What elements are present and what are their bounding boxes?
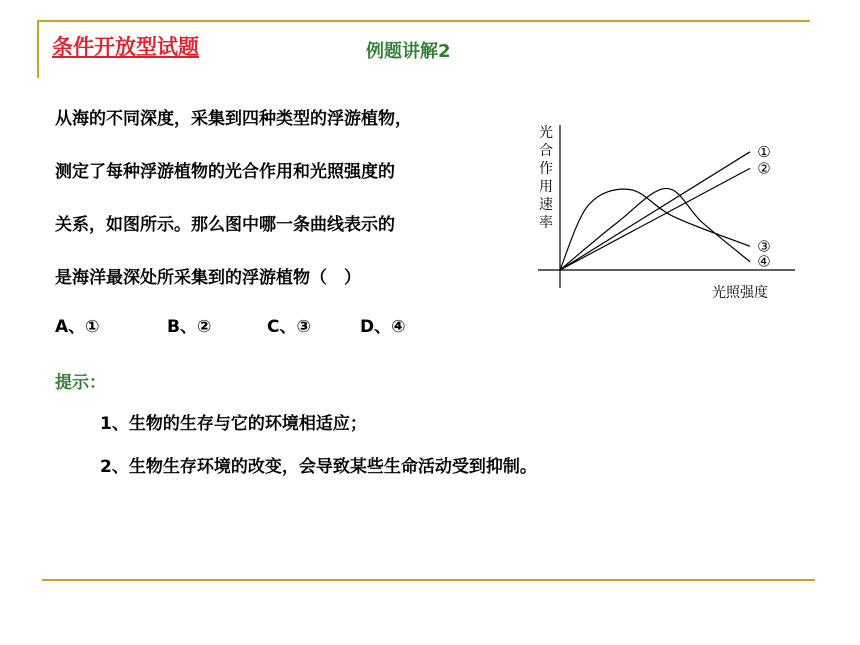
top-rule [37, 20, 810, 22]
slide-title: 条件开放型试题 [52, 35, 199, 59]
photosynthesis-chart [530, 115, 830, 315]
y-axis-label-char: 光 [539, 125, 553, 141]
option-d: D、④ [360, 317, 406, 337]
series-label-4: ④ [757, 252, 771, 271]
question-line: 测定了每种浮游植物的光合作用和光照强度的 [55, 162, 395, 182]
x-axis-label: 光照强度 [712, 285, 768, 301]
series-line-4 [560, 188, 750, 270]
series-label-3: ③ [757, 237, 771, 256]
hint-item: 1、生物的生存与它的环境相适应； [100, 414, 367, 434]
series-line-2 [560, 168, 750, 270]
question-line: 关系，如图所示。那么图中哪一条曲线表示的 [55, 215, 395, 235]
y-axis-label-char: 作 [539, 161, 553, 177]
y-axis-label-char: 率 [539, 215, 553, 231]
bottom-rule [42, 579, 815, 581]
hint-item: 2、生物生存环境的改变，会导致某些生命活动受到抑制。 [100, 457, 537, 477]
y-axis-label-char: 用 [539, 179, 553, 195]
option-b: B、② [167, 317, 212, 337]
left-rule [37, 20, 39, 78]
question-line: 从海的不同深度，采集到四种类型的浮游植物， [55, 109, 412, 129]
option-c: C、③ [267, 317, 311, 337]
hint-title: 提示： [55, 373, 106, 393]
series-line-3 [560, 189, 750, 270]
question-line: 是海洋最深处所采集到的浮游植物（ ） [55, 268, 361, 288]
option-a: A、① [55, 317, 100, 337]
slide-subtitle: 例题讲解2 [366, 41, 451, 62]
y-axis-label-char: 速 [539, 197, 553, 213]
series-line-1 [560, 152, 750, 270]
question-text [55, 104, 525, 316]
series-label-1: ① [757, 142, 771, 161]
y-axis-label-char: 合 [539, 143, 553, 159]
series-label-2: ② [757, 159, 771, 178]
